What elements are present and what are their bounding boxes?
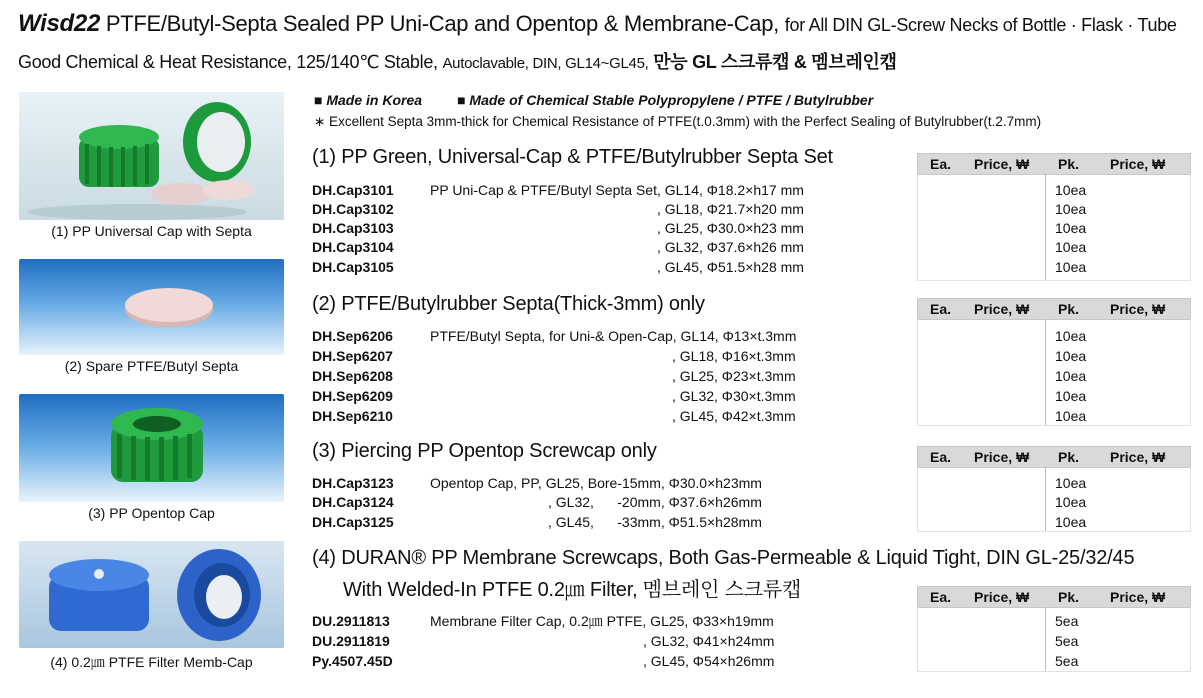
pack-value: 10ea — [1055, 201, 1087, 217]
table-divider — [1045, 174, 1046, 280]
pack-value: 10ea — [1055, 239, 1087, 255]
pack-value: 10ea — [1055, 494, 1087, 510]
table-row: DH.Cap3102 , GL18, Φ21.7×h20 mm — [312, 201, 804, 217]
page-subtitle: Good Chemical & Heat Resistance, 125/140℃ Stable, Autoclavable, DIN, GL14~GL45, 만능 GL 스크류캡 & 멤브레인캡 — [18, 52, 897, 72]
table-body-2 — [917, 319, 1191, 426]
note-excellent: ∗ Excellent Septa 3mm-thick for Chemical Resistance of PTFE(t.0.3mm) with the Perfect Sealing of Butylrubber(t.2.7mm) — [314, 114, 1042, 129]
section-title-3: (3) Piercing PP Opentop Screwcap only — [312, 440, 657, 462]
table-row: Py.4507.45D , GL45, Φ54×h26mm — [312, 653, 775, 669]
membrane-cap-image — [19, 541, 284, 648]
photo-spare-septa — [19, 259, 284, 355]
table-row: DU.2911819 , GL32, Φ41×h24mm — [312, 633, 775, 649]
pack-value: 5ea — [1055, 613, 1079, 629]
table-row: DH.Sep6208 , GL25, Φ23×t.3mm — [312, 368, 796, 384]
table-body-4 — [917, 607, 1191, 672]
table-body-1 — [917, 174, 1191, 281]
table-row: DH.Cap3103 , GL25, Φ30.0×h23 mm — [312, 220, 804, 236]
photo-opentop-cap — [19, 394, 284, 502]
pack-value: 10ea — [1055, 408, 1087, 424]
title-suffix: for All DIN GL-Screw Necks of Bottle · Flask · Tube — [784, 15, 1177, 35]
pack-value: 10ea — [1055, 259, 1087, 275]
table-body-3 — [917, 467, 1191, 532]
universal-cap-image — [19, 92, 284, 220]
photo-caption-2: (2) Spare PTFE/Butyl Septa — [64, 358, 239, 374]
pack-value: 10ea — [1055, 182, 1087, 198]
table-header-3: Ea. Price, ₩ Pk. Price, ₩ — [917, 446, 1191, 468]
pack-value: 5ea — [1055, 633, 1079, 649]
table-row: DH.Sep6210 , GL45, Φ42×t.3mm — [312, 408, 796, 424]
pack-value: 10ea — [1055, 475, 1087, 491]
table-row: DH.Sep6209 , GL32, Φ30×t.3mm — [312, 388, 796, 404]
pack-value: 5ea — [1055, 653, 1079, 669]
photo-universal-cap — [19, 92, 284, 220]
table-row: DH.Cap3125 , GL45, -33mm, Φ51.5×h28mm — [312, 514, 762, 530]
pack-value: 10ea — [1055, 514, 1087, 530]
section-title-1: (1) PP Green, Universal-Cap & PTFE/Butylrubber Septa Set — [312, 146, 833, 168]
table-row: DH.Cap3124 , GL32, -20mm, Φ37.6×h26mm — [312, 494, 762, 510]
pack-value: 10ea — [1055, 220, 1087, 236]
brand-logo: Wisd22 — [18, 10, 101, 37]
section-subtitle-4: With Welded-In PTFE 0.2㎛ Filter, 멤브레인 스크류캡 — [343, 579, 802, 601]
photo-caption-3: (3) PP Opentop Cap — [88, 505, 215, 521]
table-row: DH.Cap3101 PP Uni-Cap & PTFE/Butyl Septa Set, GL14, Φ18.2×h17 mm — [312, 182, 804, 198]
table-header-4: Ea. Price, ₩ Pk. Price, ₩ — [917, 586, 1191, 608]
section-title-2: (2) PTFE/Butylrubber Septa(Thick-3mm) only — [312, 293, 705, 315]
table-header-2: Ea. Price, ₩ Pk. Price, ₩ — [917, 298, 1191, 320]
table-header-1: Ea. Price, ₩ Pk. Price, ₩ — [917, 153, 1191, 175]
table-row: DH.Cap3105 , GL45, Φ51.5×h28 mm — [312, 259, 804, 275]
table-row: DH.Cap3104 , GL32, Φ37.6×h26 mm — [312, 239, 804, 255]
pack-value: 10ea — [1055, 388, 1087, 404]
table-row: DH.Sep6207 , GL18, Φ16×t.3mm — [312, 348, 796, 364]
table-divider — [1045, 467, 1046, 531]
septa-image — [19, 259, 284, 355]
table-row: DH.Sep6206 PTFE/Butyl Septa, for Uni-& Open-Cap, GL14, Φ13×t.3mm — [312, 328, 797, 344]
opentop-cap-image — [19, 394, 284, 502]
title-main: PTFE/Butyl-Septa Sealed PP Uni-Cap and Opentop & Membrane-Cap, — [105, 11, 779, 36]
page-title — [18, 10, 1177, 38]
table-row: DU.2911813 Membrane Filter Cap, 0.2㎛ PTFE, GL25, Φ33×h19mm — [312, 613, 774, 629]
photo-caption-4: (4) 0.2㎛ PTFE Filter Memb-Cap — [50, 654, 253, 670]
pack-value: 10ea — [1055, 368, 1087, 384]
section-title-4: (4) DURAN® PP Membrane Screwcaps, Both Gas-Permeable & Liquid Tight, DIN GL-25/32/45 — [312, 547, 1135, 569]
table-divider — [1045, 607, 1046, 671]
table-divider — [1045, 319, 1046, 425]
pack-value: 10ea — [1055, 328, 1087, 344]
note-origin: ■ Made in Korea ■ Made of Chemical Stable Polypropylene / PTFE / Butylrubber — [314, 92, 874, 108]
photo-caption-1: (1) PP Universal Cap with Septa — [51, 223, 252, 239]
photo-membrane-cap — [19, 541, 284, 648]
pack-value: 10ea — [1055, 348, 1087, 364]
table-row: DH.Cap3123 Opentop Cap, PP, GL25, Bore-15mm, Φ30.0×h23mm — [312, 475, 762, 491]
